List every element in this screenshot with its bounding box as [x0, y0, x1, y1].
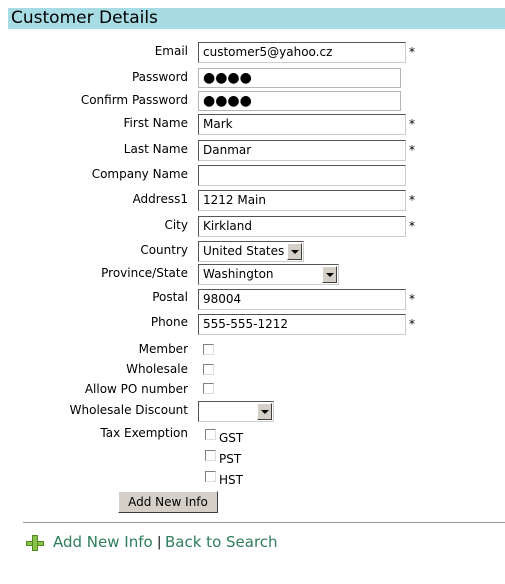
postal-field[interactable]: 98004	[198, 289, 406, 310]
chevron-down-icon	[291, 250, 299, 254]
province-state-label: Province/State	[101, 266, 188, 280]
confirm-password-value: ●●●●	[203, 93, 252, 109]
phone-required-marker: *	[409, 317, 415, 331]
first-name-field[interactable]: Mark	[198, 114, 406, 135]
chevron-down-icon	[261, 410, 269, 414]
add-new-info-button[interactable]: Add New Info	[118, 491, 218, 513]
page-header	[8, 8, 505, 29]
address1-field[interactable]: 1212 Main	[198, 190, 406, 211]
chevron-down-icon	[326, 273, 334, 277]
plus-icon[interactable]	[26, 536, 44, 550]
postal-required-marker: *	[409, 292, 415, 306]
phone-label: Phone	[150, 315, 188, 329]
wholesale-discount-label: Wholesale Discount	[69, 403, 188, 417]
password-label: Password	[131, 70, 188, 84]
hst-checkbox[interactable]	[205, 471, 216, 482]
pst-label: PST	[219, 452, 242, 466]
wholesale-discount-select[interactable]	[198, 401, 274, 422]
country-select[interactable]	[198, 241, 304, 262]
last-name-label: Last Name	[123, 142, 188, 156]
city-required-marker: *	[409, 219, 415, 233]
address1-required-marker: *	[409, 193, 415, 207]
confirm-password-label: Confirm Password	[80, 93, 188, 107]
last-name-field[interactable]: Danmar	[198, 140, 406, 161]
first-name-label: First Name	[123, 116, 188, 130]
country-label: Country	[140, 243, 188, 257]
wholesale-label: Wholesale	[126, 362, 188, 376]
allow-po-checkbox[interactable]	[203, 383, 214, 394]
hst-label: HST	[219, 473, 243, 487]
first-name-required-marker: *	[409, 117, 415, 131]
last-name-required-marker: *	[409, 143, 415, 157]
country-dropdown-button[interactable]	[287, 243, 302, 260]
member-label: Member	[138, 342, 188, 356]
password-value: ●●●●	[203, 70, 252, 86]
province-state-dropdown-button[interactable]	[322, 266, 337, 283]
email-required-marker: *	[409, 45, 415, 59]
pst-checkbox[interactable]	[205, 450, 216, 461]
wholesale-discount-dropdown-button[interactable]	[257, 403, 272, 420]
add-new-info-link[interactable]: Add New Info	[53, 533, 153, 551]
tax-exemption-label: Tax Exemption	[100, 426, 188, 440]
wholesale-checkbox[interactable]	[203, 364, 214, 375]
gst-label: GST	[219, 431, 244, 445]
back-to-search-link[interactable]: Back to Search	[165, 533, 278, 551]
company-name-field[interactable]	[198, 165, 406, 186]
divider	[23, 522, 505, 523]
country-value: United States	[203, 244, 285, 258]
province-state-value: Washington	[203, 267, 274, 281]
city-field[interactable]: Kirkland	[198, 216, 406, 237]
address1-label: Address1	[132, 192, 188, 206]
member-checkbox[interactable]	[203, 344, 214, 355]
page-title: Customer Details	[11, 8, 158, 28]
phone-field[interactable]: 555-555-1212	[198, 314, 406, 335]
email-label: Email	[154, 44, 188, 58]
gst-checkbox[interactable]	[205, 429, 216, 440]
confirm-password-field[interactable]	[198, 91, 401, 111]
email-field[interactable]: customer5@yahoo.cz	[198, 42, 406, 63]
city-label: City	[164, 218, 188, 232]
password-field[interactable]	[198, 68, 401, 88]
footer-separator: |	[157, 535, 162, 550]
allow-po-label: Allow PO number	[84, 382, 188, 396]
province-state-select[interactable]	[198, 264, 339, 285]
postal-label: Postal	[152, 290, 188, 304]
company-name-label: Company Name	[91, 167, 188, 181]
